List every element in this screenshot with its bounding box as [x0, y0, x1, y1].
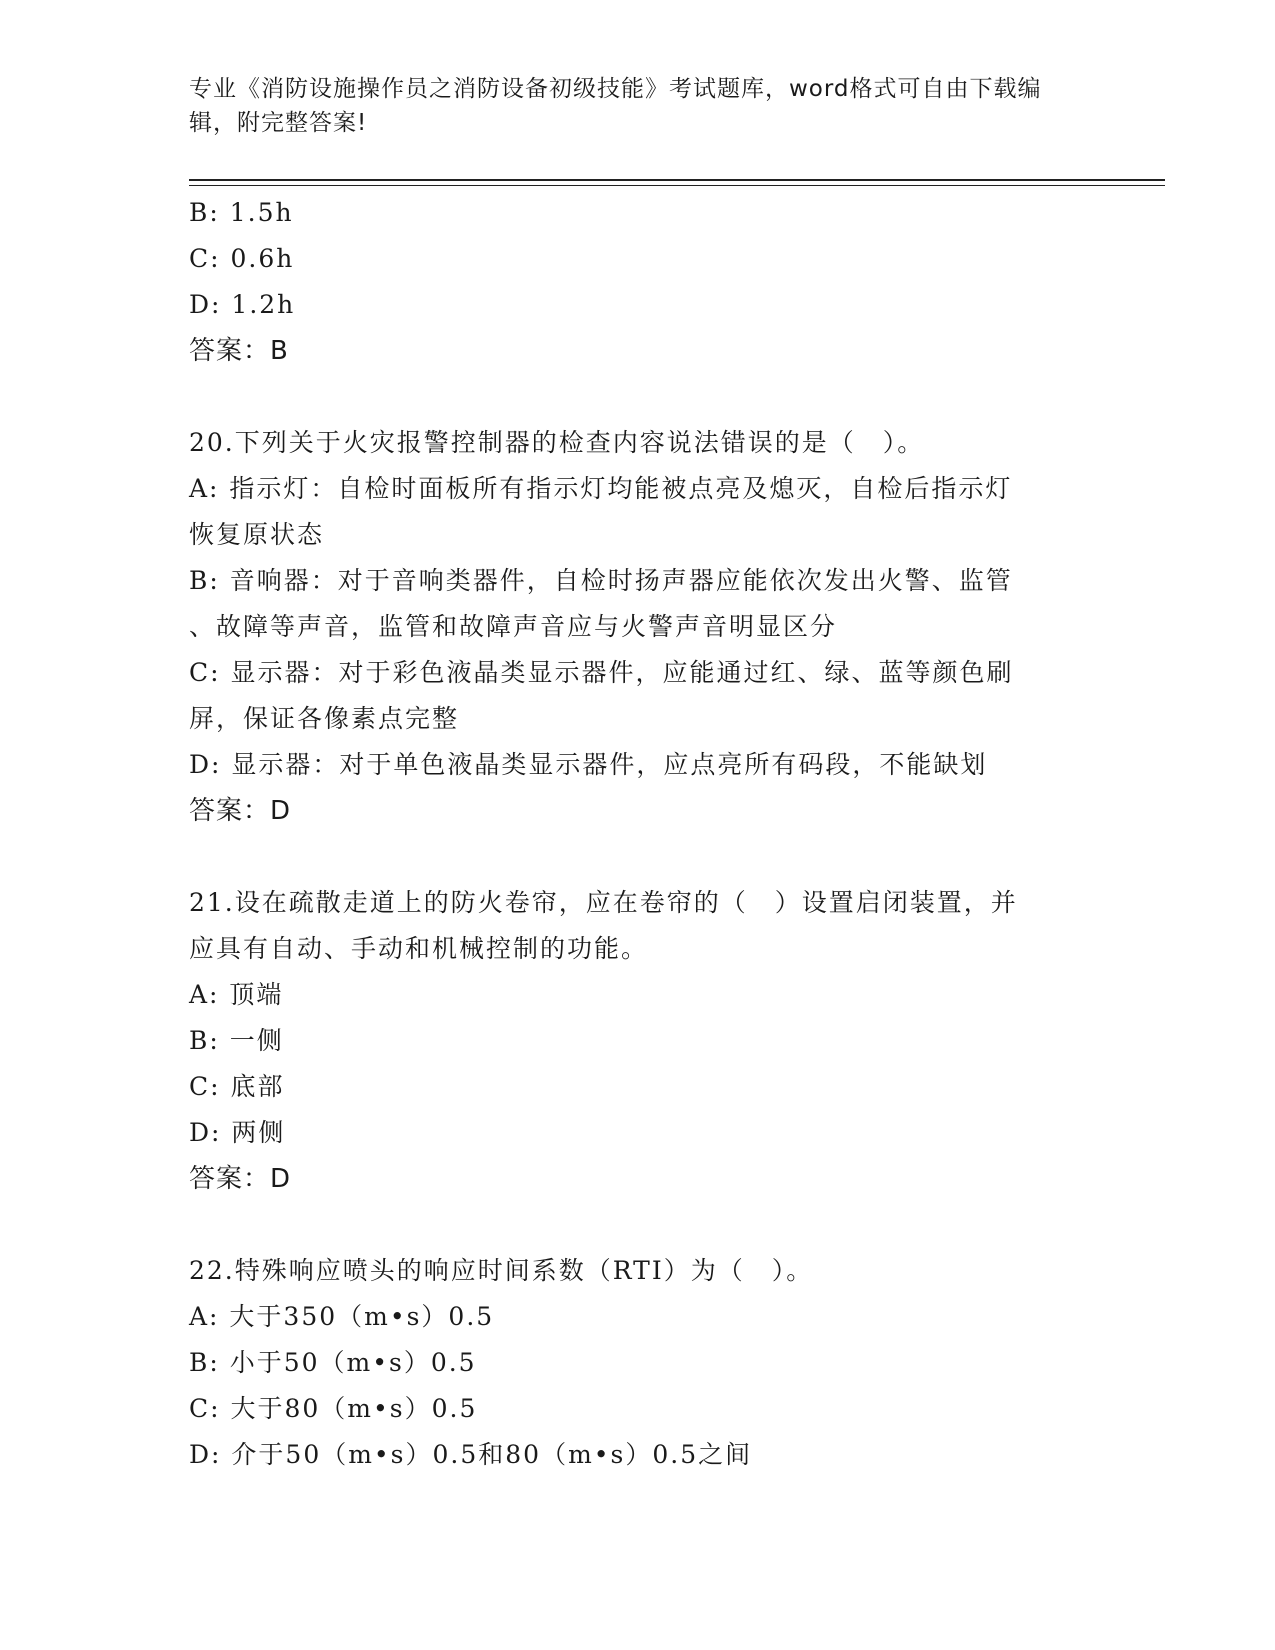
document-header	[189, 72, 1089, 140]
question-22	[189, 1248, 1089, 1478]
header-line-1: 专业《消防设施操作员之消防设备初级技能》考试题库，word格式可自由下载编	[189, 76, 1042, 102]
option-b-continued: 、故障等声音，监管和故障声音应与火警声音明显区分	[189, 612, 838, 641]
option-d: D: 两侧	[189, 1118, 286, 1147]
option-b: B: 小于50（m•s）0.5	[189, 1348, 477, 1377]
option-a-continued: 恢复原状态	[189, 520, 325, 549]
option-d: D: 1.2h	[189, 290, 296, 319]
option-c-continued: 屏，保证各像素点完整	[189, 704, 460, 733]
option-a: A: 大于350（m•s）0.5	[189, 1302, 495, 1331]
header-divider-thin	[189, 185, 1165, 186]
option-a: A: 指示灯：自检时面板所有指示灯均能被点亮及熄灭，自检后指示灯	[189, 474, 1013, 503]
question-21	[189, 880, 1089, 1202]
header-divider	[189, 179, 1165, 181]
question-stem-continued: 应具有自动、手动和机械控制的功能。	[189, 934, 649, 963]
answer-line: 答案：D	[189, 796, 292, 826]
option-c: C: 底部	[189, 1072, 285, 1101]
option-b: B: 音响器：对于音响类器件，自检时扬声器应能依次发出火警、监管	[189, 566, 1013, 595]
option-b: B: 1.5h	[189, 198, 294, 227]
question-stem: 21.设在疏散走道上的防火卷帘，应在卷帘的（ ）设置启闭装置，并	[189, 888, 1018, 917]
option-a: A: 顶端	[189, 980, 284, 1009]
answer-line: 答案：D	[189, 1164, 292, 1194]
option-d: D: 介于50（m•s）0.5和80（m•s）0.5之间	[189, 1440, 753, 1469]
answer-line: 答案：B	[189, 336, 289, 366]
option-c: C: 显示器：对于彩色液晶类显示器件，应能通过红、绿、蓝等颜色刷	[189, 658, 1014, 687]
question-19-continued	[189, 190, 1089, 374]
document-body	[189, 190, 1089, 1478]
header-line-2: 辑，附完整答案!	[189, 110, 368, 136]
question-20	[189, 420, 1089, 834]
question-stem: 20.下列关于火灾报警控制器的检查内容说法错误的是（ ）。	[189, 428, 925, 457]
question-stem: 22.特殊响应喷头的响应时间系数（RTI）为（ ）。	[189, 1256, 814, 1285]
option-c: C: 0.6h	[189, 244, 295, 273]
option-c: C: 大于80（m•s）0.5	[189, 1394, 478, 1423]
option-b: B: 一侧	[189, 1026, 284, 1055]
option-d: D: 显示器：对于单色液晶类显示器件，应点亮所有码段，不能缺划	[189, 750, 988, 779]
